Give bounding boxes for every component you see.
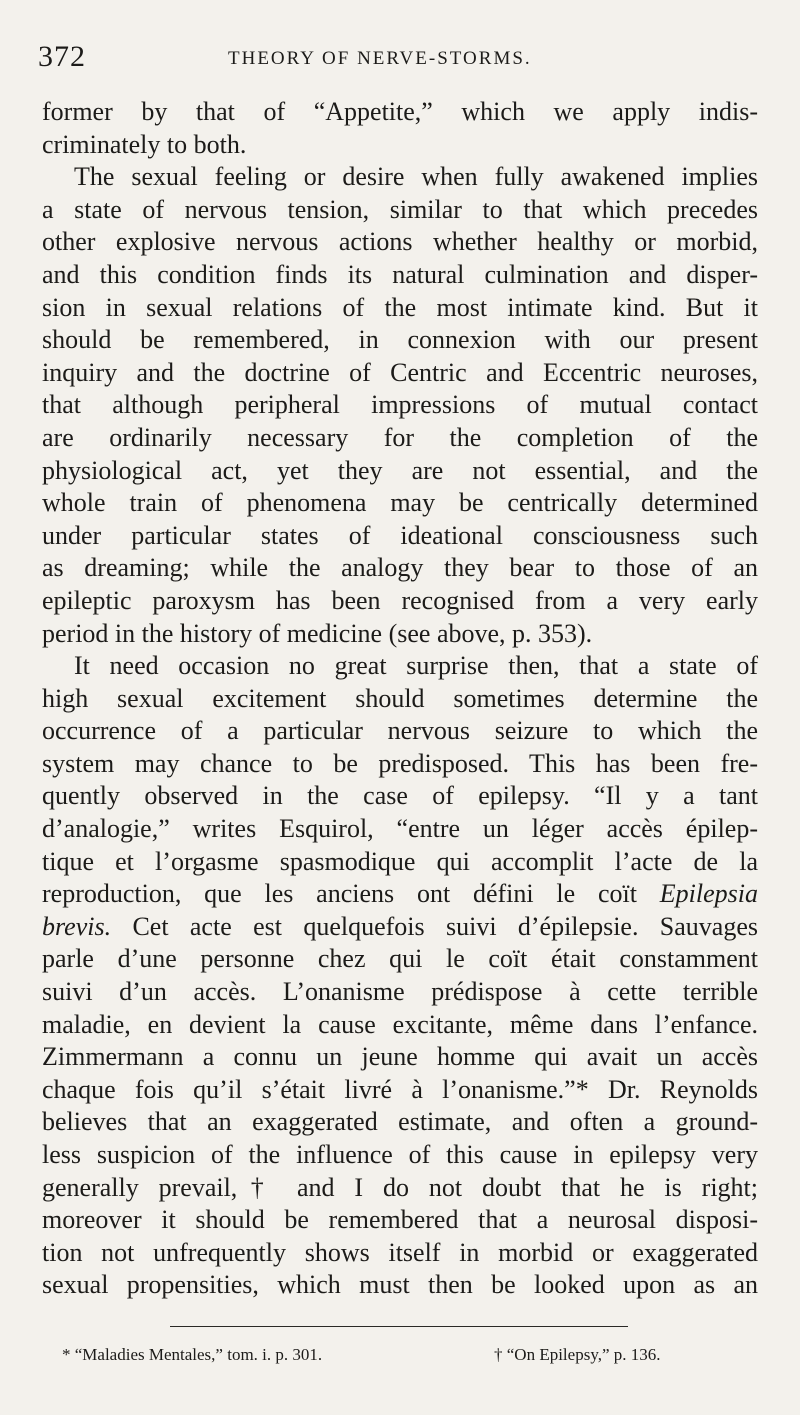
text-line: moreover it should be remembered that a neurosal disposi- (42, 1205, 758, 1235)
footnote-rule (170, 1326, 628, 1327)
text-line: and this condition finds its natural culmination and disper- (42, 259, 758, 289)
text-line: quently observed in the case of epilepsy. “Il y a tant (42, 781, 758, 811)
text-line: tion not unfrequently shows itself in morbid or exaggerated (42, 1237, 758, 1267)
italic-term: Epilepsia (659, 879, 758, 909)
text-line: maladie, en devient la cause excitante, même dans l’enfance. (42, 1009, 758, 1039)
text-line: are ordinarily necessary for the completion of the (42, 422, 758, 452)
text-line: whole train of phenomena may be centrically determined (42, 488, 758, 518)
text-line: that although peripheral impressions of mutual contact (42, 390, 758, 420)
text-line: system may chance to be predisposed. This has been fre- (42, 748, 758, 778)
text-line: high sexual excitement should sometimes determine the (42, 683, 758, 713)
text-line: former by that of “Appetite,” which we apply indis- (42, 97, 758, 126)
text-line: criminately to both. (42, 129, 247, 159)
text-line: tique et l’orgasme spasmodique qui accomplit l’acte de la (42, 846, 758, 876)
text-line: physiological act, yet they are not essential, and the (42, 455, 758, 485)
text-line: period in the history of medicine (see above, p. 353). (42, 618, 593, 648)
running-head (38, 40, 760, 80)
text-line (42, 878, 758, 911)
text-line: occurrence of a particular nervous seizure to which the (42, 716, 758, 746)
text-line: d’analogie,” writes Esquirol, “entre un léger accès épilep- (42, 814, 758, 844)
page-number: 372 (38, 40, 86, 73)
italic-term: brevis. (42, 911, 112, 941)
text-line: sexual propensities, which must then be looked upon as an (42, 1270, 758, 1300)
text-line: Zimmermann a connu un jeune homme qui avait un accès (42, 1042, 758, 1072)
text-line: less suspicion of the influence of this cause in epilepsy very (42, 1140, 758, 1169)
footnotes (62, 1345, 752, 1375)
text-line: other explosive nervous actions whether healthy or morbid, (42, 227, 758, 257)
text-line: believes that an exaggerated estimate, and often a ground- (42, 1107, 758, 1137)
footnote-1: * “Maladies Mentales,” tom. i. p. 301. (62, 1345, 323, 1364)
text-line: parle d’une personne chez qui le coït était constamment (42, 944, 758, 974)
text-line: under particular states of ideational consciousness such (42, 520, 758, 550)
text-line: The sexual feeling or desire when fully awakened implies (74, 162, 758, 192)
text-line: inquiry and the doctrine of Centric and Eccentric neuroses, (42, 357, 758, 387)
text-line: epileptic paroxysm has been recognised from a very early (42, 585, 758, 615)
text-line: should be remembered, in connexion with our present (42, 325, 758, 355)
text-line (42, 911, 758, 944)
text-line: It need occasion no great surprise then, that a state of (74, 651, 758, 681)
text-line: sion in sexual relations of the most intimate kind. But it (42, 292, 758, 322)
footnote-2: † “On Epilepsy,” p. 136. (494, 1345, 661, 1364)
text-fragment: reproduction, que les anciens ont défini le coït (42, 879, 637, 909)
text-line: chaque fois qu’il s’était livré à l’onanisme.”* Dr. Reynolds (42, 1074, 758, 1104)
text-line: suivi d’un accès. L’onanisme prédispose à cette terrible (42, 977, 758, 1007)
text-line: as dreaming; while the analogy they bear to those of an (42, 553, 758, 583)
running-title: THEORY OF NERVE-STORMS. (228, 48, 532, 69)
body-text (42, 96, 758, 1302)
text-line: generally prevail,† and I do not doubt that he is right; (42, 1172, 758, 1202)
text-line: a state of nervous tension, similar to that which precedes (42, 194, 758, 224)
text-fragment: Cet acte est quelquefois suivi d’épilepsie. Sauvages (132, 911, 759, 941)
